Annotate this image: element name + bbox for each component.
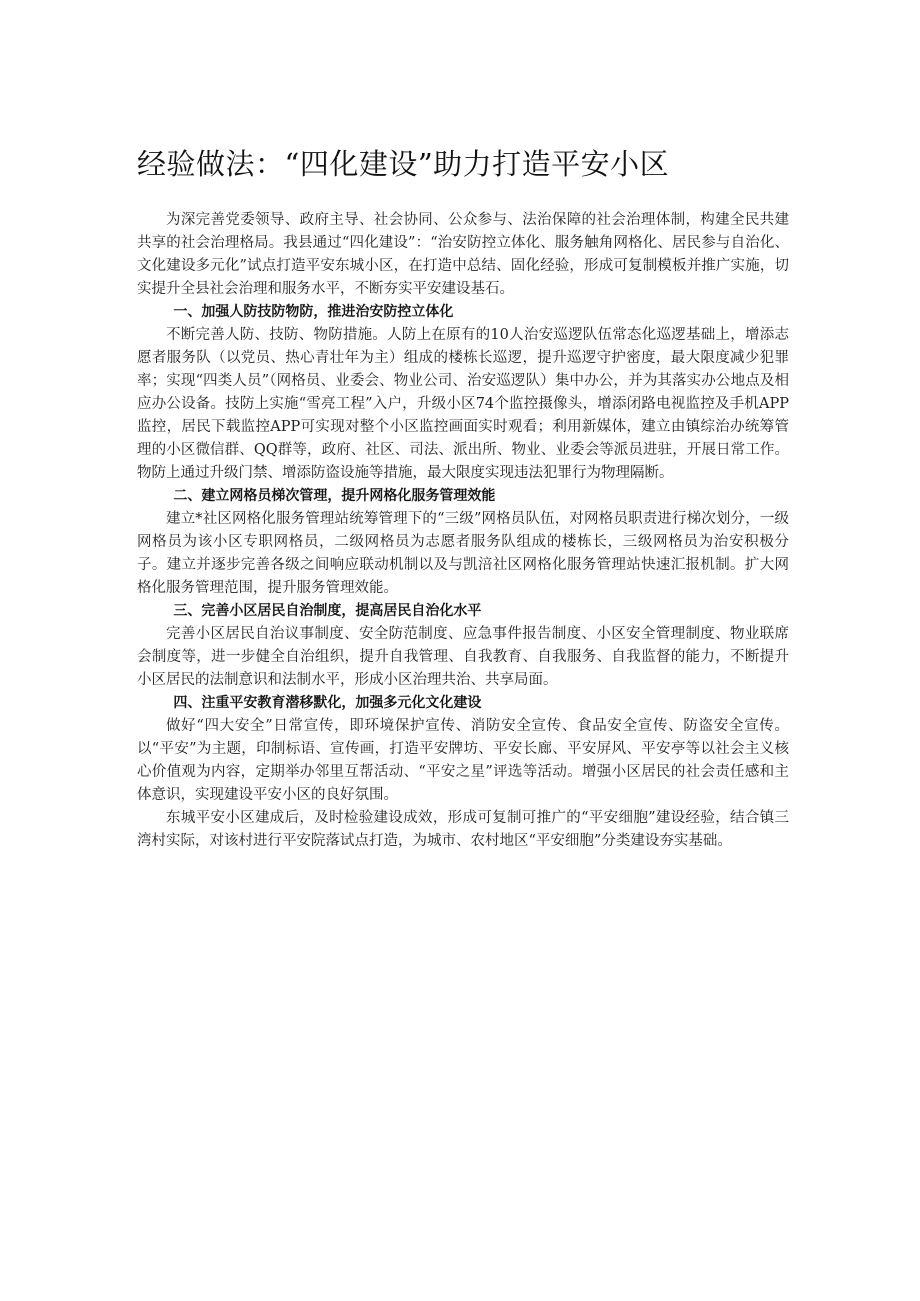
section-body-1: 不断完善人防、技防、物防措施。人防上在原有的10人治安巡逻队伍常态化巡逻基础上，增添志愿者服务队（以党员、热心青壮年为主）组成的楼栋长巡逻，提升巡逻守护密度，最大限度减少犯罪率；实现“四类人员”（网格员、业委会、物业公司、治安巡逻队）集中办公，并为其落实办公地点及相应办公设备。技防上实施“雪亮工程”入户，升级小区74个监控摄像头，增添闭路电视监控及手机APP监控，居民下载监控APP可实现对整个小区监控画面实时观看；利用新媒体，建立由镇综治办统筹管理的小区微信群、QQ群等，政府、社区、司法、派出所、物业、业委会等派员进驻，开展日常工作。物防上通过升级门禁、增添防盗设施等措施，最大限度实现违法犯罪行为物理隔断。 (137, 327, 789, 481)
section-heading-3: 三、完善小区居民自治制度，提高居民自治化水平 (173, 603, 482, 619)
section-body-2: 建立*社区网格化服务管理站统筹管理下的“三级”网格员队伍，对网格员职责进行梯次划分，一级网格员为该小区专职网格员，二级网格员为志愿者服务队组成的楼栋长，三级网格员为治安积极分子。建立并逐步完善各级之间响应联动机制以及与凯涪社区网格化服务管理站快速汇报机制。扩大网格化服务管理范围，提升服务管理效能。 (137, 511, 789, 596)
section-heading-1: 一、加强人防技防物防，推进治安防控立体化 (173, 304, 454, 320)
section-body-3: 完善小区居民自治议事制度、安全防范制度、应急事件报告制度、小区安全管理制度、物业联席会制度等，进一步健全自治组织，提升自我管理、自我教育、自我服务、自我监督的能力，不断提升小区居民的法制意识和法制水平，形成小区治理共治、共享局面。 (137, 626, 789, 688)
section-heading-2: 二、建立网格员梯次管理，提升网格化服务管理效能 (173, 488, 496, 504)
document-body (137, 145, 789, 853)
conclusion-paragraph: 东城平安小区建成后，及时检验建设成效，形成可复制可推广的“平安细胞”建设经验，结合镇三湾村实际，对该村进行平安院落试点打造，为城市、农村地区“平安细胞”分类建设夯实基础。 (137, 810, 789, 849)
section-body-4: 做好“四大安全”日常宣传，即环境保护宣传、消防安全宣传、食品安全宣传、防盗安全宣传。以“平安”为主题，印制标语、宣传画，打造平安牌坊、平安长廊、平安屏风、平安亭等以社会主义核心价值观为内容，定期举办邻里互帮活动、“平安之星”评选等活动。增强小区居民的社会责任感和主体意识，实现建设平安小区的良好氛围。 (137, 718, 789, 803)
document-title: 经验做法：“四化建设”助力打造平安小区 (137, 147, 670, 181)
intro-paragraph: 为深完善党委领导、政府主导、社会协同、公众参与、法治保障的社会治理体制，构建全民共建共享的社会治理格局。我县通过“四化建设”：“治安防控立体化、服务触角网格化、居民参与自治化、文化建设多元化”试点打造平安东城小区，在打造中总结、固化经验，形成可复制模板并推广实施，切实提升全县社会治理和服务水平，不断夯实平安建设基石。 (137, 212, 789, 297)
section-heading-4: 四、注重平安教育潜移默化，加强多元化文化建设 (173, 695, 482, 711)
